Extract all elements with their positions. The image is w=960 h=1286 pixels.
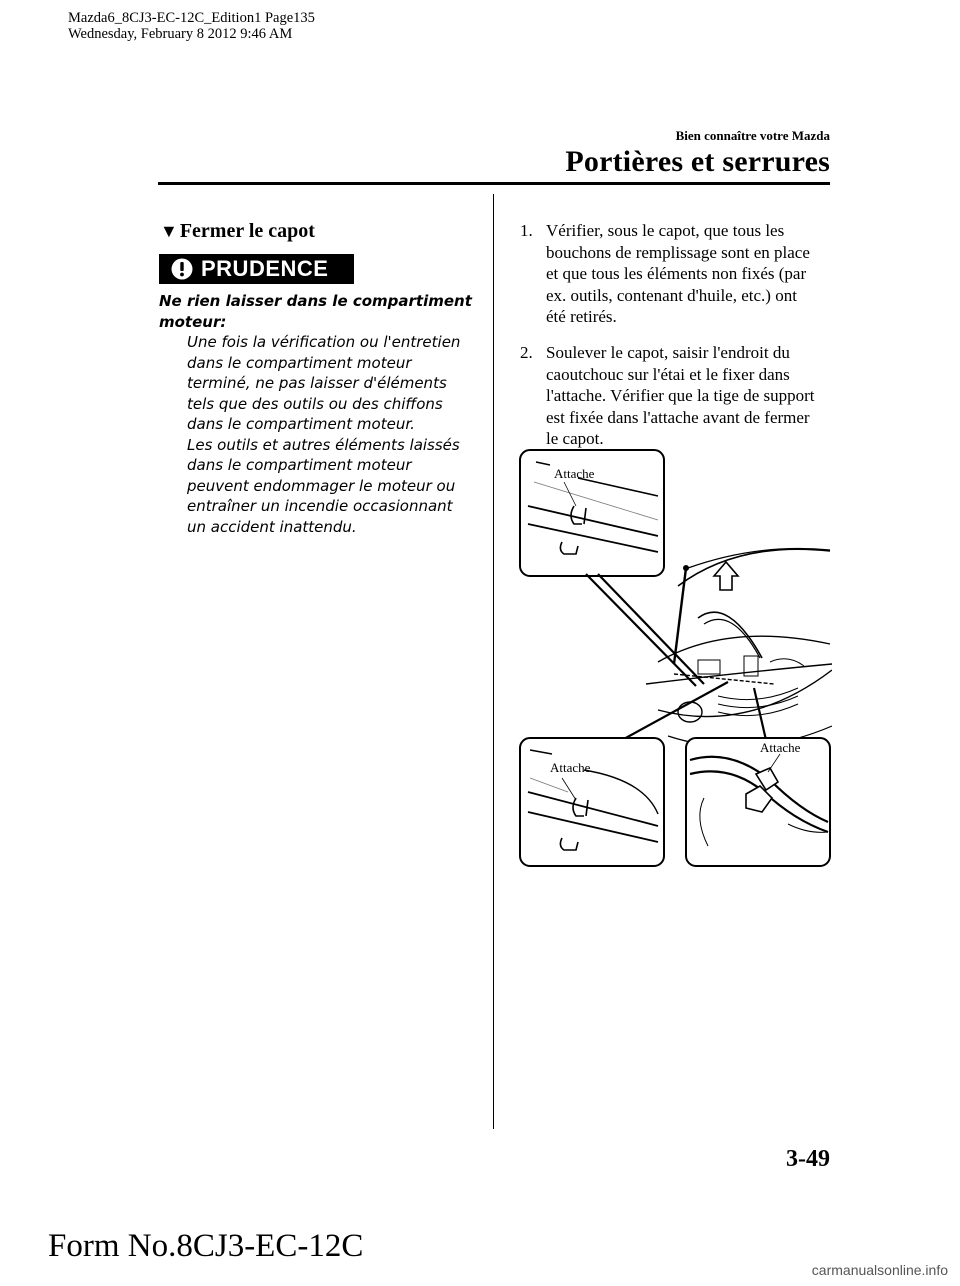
- section-subtitle: Bien connaître votre Mazda: [675, 128, 830, 143]
- step-line: bouchons de remplissage sont en place: [546, 242, 810, 262]
- caution-line: dans le compartiment moteur.: [187, 415, 415, 433]
- heading-text: Fermer le capot: [179, 220, 315, 242]
- step-number: 1.: [520, 221, 533, 240]
- top-detail-panel: [520, 450, 664, 576]
- step-line: Vérifier, sous le capot, que tous les: [546, 221, 785, 240]
- step-line: ex. outils, contenant d'huile, etc.) ont: [546, 285, 797, 305]
- print-metadata: [68, 10, 315, 42]
- caution-line: entraîner un incendie occasionnant: [187, 497, 453, 515]
- caution-line: terminé, ne pas laisser d'éléments: [187, 374, 447, 392]
- column-divider: [493, 194, 494, 1129]
- hood-support-illustration: [518, 448, 832, 870]
- caution-lead-line-1: Ne rien laisser dans le compartiment: [159, 292, 472, 310]
- form-number: Form No.8CJ3-EC-12C: [48, 1228, 364, 1264]
- attache-label-top: Attache: [554, 466, 595, 481]
- caution-body-lines: [159, 332, 479, 537]
- caution-banner: [159, 254, 354, 284]
- step-line: caoutchouc sur l'étai et le fixer dans: [546, 364, 790, 384]
- step-text: [546, 220, 830, 328]
- meta-line-1: Mazda6_8CJ3-EC-12C_Edition1 Page135: [68, 10, 315, 26]
- step-number: 2.: [520, 342, 533, 362]
- caution-lead-line-2: moteur:: [159, 312, 227, 331]
- step-line: le capot.: [546, 429, 604, 449]
- bottom-left-detail-panel: [520, 738, 664, 866]
- meta-line-2: Wednesday, February 8 2012 9:46 AM: [68, 26, 293, 42]
- step-1: [520, 220, 830, 328]
- step-line: été retirés.: [546, 307, 617, 327]
- warning-icon: [171, 258, 193, 280]
- section-title: Portières et serrures: [565, 145, 830, 178]
- watermark: carmanualsonline.info: [811, 1262, 948, 1278]
- caution-text: [159, 291, 479, 537]
- attache-label-bottom-right: Attache: [760, 740, 801, 755]
- step-text: [546, 342, 830, 450]
- caution-line: tels que des outils ou des chiffons: [187, 394, 443, 413]
- step-line: Soulever le capot, saisir l'endroit du: [546, 342, 790, 362]
- caution-label: PRUDENCE: [201, 256, 329, 281]
- step-line: l'attache. Vérifier que la tige de support: [546, 386, 815, 406]
- step-2: [520, 342, 830, 450]
- header-rule: [158, 182, 830, 185]
- instruction-steps: [520, 220, 830, 464]
- page-number: 3-49: [786, 1146, 830, 1172]
- attache-label-bottom-left: Attache: [550, 760, 591, 775]
- caution-line: dans le compartiment moteur: [187, 456, 412, 474]
- engine-bay-illustration: [646, 548, 832, 746]
- caution-line: peuvent endommager le moteur ou: [187, 476, 456, 495]
- bottom-right-detail-panel: [686, 738, 830, 866]
- step-line: est fixée dans l'attache avant de fermer: [546, 407, 810, 427]
- subsection-heading: [160, 220, 315, 243]
- caution-line: dans le compartiment moteur: [187, 353, 412, 372]
- caution-line: Les outils et autres éléments laissés: [187, 435, 460, 454]
- caution-line: Une fois la vérification ou l'entretien: [187, 333, 461, 351]
- caution-line: un accident inattendu.: [187, 517, 357, 536]
- step-line: et que tous les éléments non fixés (par: [546, 264, 807, 284]
- triangle-marker-icon: ▼: [160, 221, 178, 241]
